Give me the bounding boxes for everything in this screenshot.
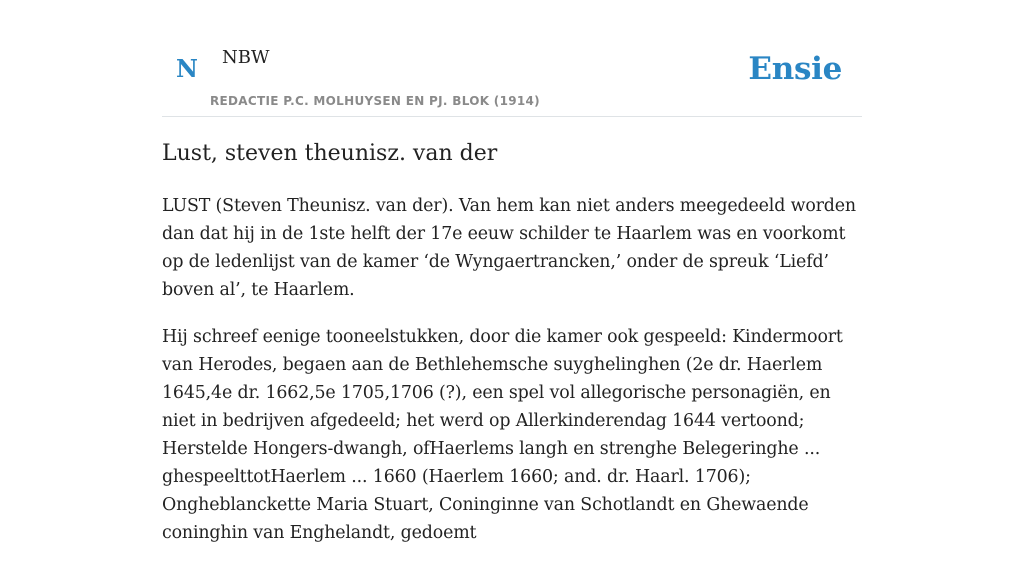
source-name[interactable]: NBW	[222, 47, 270, 68]
article-paragraph: Hij schreef eenige tooneelstukken, door die kamer ook gespeeld: Kindermoort van Herodes, begaen aan de Bethlehemsche suyghelinghen (2e dr. Haerlem 1645,4e dr. 1662,5e 1705,1706 (?), een spel vol allegorische personagiën, en niet in bedrijven afgedeeld; het werd op Allerkinderendag 1644 vertoond; Herstelde Hongers-dwangh, ofHaerlems langh en strenghe Belegeringhe ... ghespeelttotHaerlem ... 1660 (Haerlem 1660; and. dr. Haarl. 1706); Ongheblanckette Maria Stuart, Coninginne van Schotlandt en Ghewaende coninghin van Enghelandt, gedoemt	[162, 327, 843, 543]
header	[162, 0, 862, 117]
brand-logo[interactable]: Ensie	[748, 51, 842, 87]
article-paragraph: LUST (Steven Theunisz. van der). Van hem kan niet anders meegedeeld worden dan dat hij in de 1ste helft der 17e eeuw schilder te Haarlem was en voorkomt op de ledenlijst van de kamer ‘de Wyngaertrancken,’ onder de spreuk ‘Liefd’ boven al’, te Haarlem.	[162, 196, 856, 300]
source-logo[interactable]: N	[176, 54, 198, 83]
article-title: Lust, steven theunisz. van der	[162, 141, 498, 166]
source-editor: REDACTIE P.C. MOLHUYSEN EN PJ. BLOK (1914)	[210, 94, 540, 108]
article-body	[162, 192, 862, 566]
